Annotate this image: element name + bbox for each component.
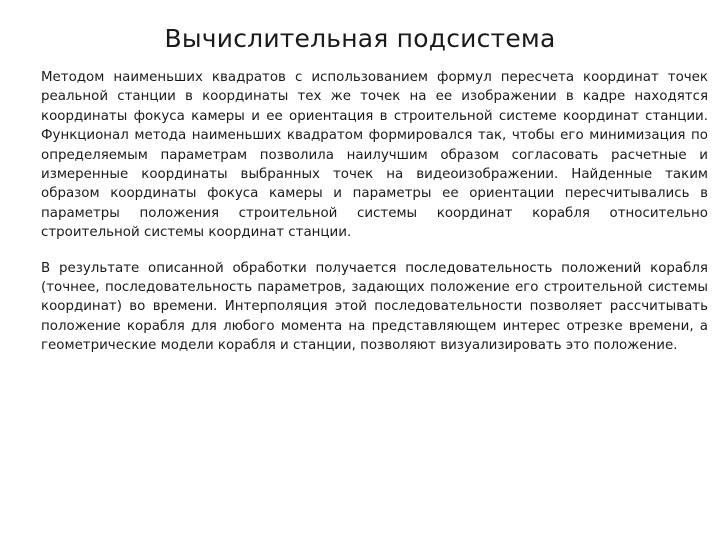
- slide-title: Вычислительная подсистема: [164, 24, 556, 53]
- paragraph-interpolation: В результате описанной обработки получается последовательность положений корабля (точнее, последовательность параметров, задающих положение его строительной системы координат) во времени. Интерполяция этой последовательности позволяет рассчитывать положение корабля для любого момента на представляющем интерес отрезке времени, а геометрические модели корабля и станции, позволяют визуализировать это положение.: [41, 260, 708, 354]
- paragraph-least-squares: Методом наименьших квадратов с использованием формул пересчета координат точек реальной станции в координаты тех же точек на ее изображении в кадре находятся координаты фокуса камеры и ее ориентация в строительной системе координат станции. Функционал метода наименьших квадратом формировался так, чтобы его минимизация по определяемым параметрам позволила наилучшим образом согласовать расчетные и измеренные координаты выбранных точек на видеоизображении. Найденные таким образом координаты фокуса камеры и параметры ее ориентации пересчитывались в параметры положения строительной системы координат корабля относительно строительной системы координат станции.: [41, 70, 708, 241]
- slide-body: [41, 68, 708, 356]
